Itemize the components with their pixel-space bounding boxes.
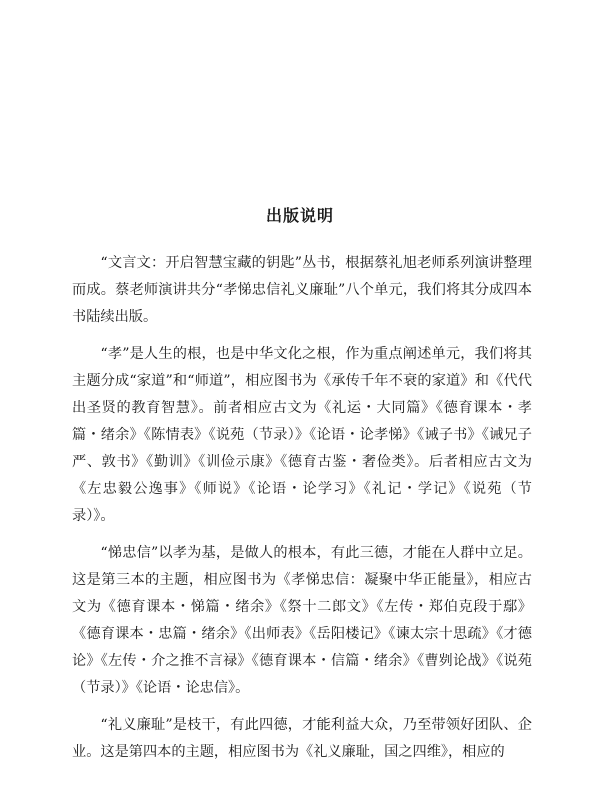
paragraph-2: “孝”是人生的根，也是中华文化之根，作为重点阐述单元，我们将其主题分成“家道”和“师道”，相应图书为《承传千年不衰的家道》和《代代出圣贤的教育智慧》。前者相应古文为《礼运・大同篇》《德育课本・孝篇・绪余》《陈情表》《说苑（节录）》《论语・论孝悌》《诫子书》《诫兄子严、敦书》《勤训》《训俭示康》《德育古鉴・奢俭类》。后者相应古文为《左忠毅公逸事》《师说》《论语・论学习》《礼记・学记》《说苑（节录）》。 [72,346,532,524]
paragraph-4: “礼义廉耻”是枝干，有此四德，才能利益大众，乃至带领好团队、企业。这是第四本的主题，相应图书为《礼义廉耻，国之四维》，相应的 [72,717,532,760]
paragraph-1: “文言文：开启智慧宝藏的钥匙”丛书，根据蔡礼旭老师系列演讲整理而成。蔡老师演讲共分“孝悌忠信礼义廉耻”八个单元，我们将其分成四本书陆续出版。 [72,255,532,325]
document-body [72,250,532,776]
paragraph-3: “悌忠信”以孝为基，是做人的根本，有此三德，才能在人群中立足。这是第三本的主题，相应图书为《孝悌忠信：凝聚中华正能量》，相应古文为《德育课本・悌篇・绪余》《祭十二郎文》《左传・郑伯克段于鄢》《德育课本・忠篇・绪余》《出师表》《岳阳楼记》《谏太宗十思疏》《才德论》《左传・介之推不言禄》《德育课本・信篇・绪余》《曹刿论战》《说苑（节录）》《论语・论忠信》。 [72,545,532,696]
page-title: 出版说明 [265,206,334,225]
